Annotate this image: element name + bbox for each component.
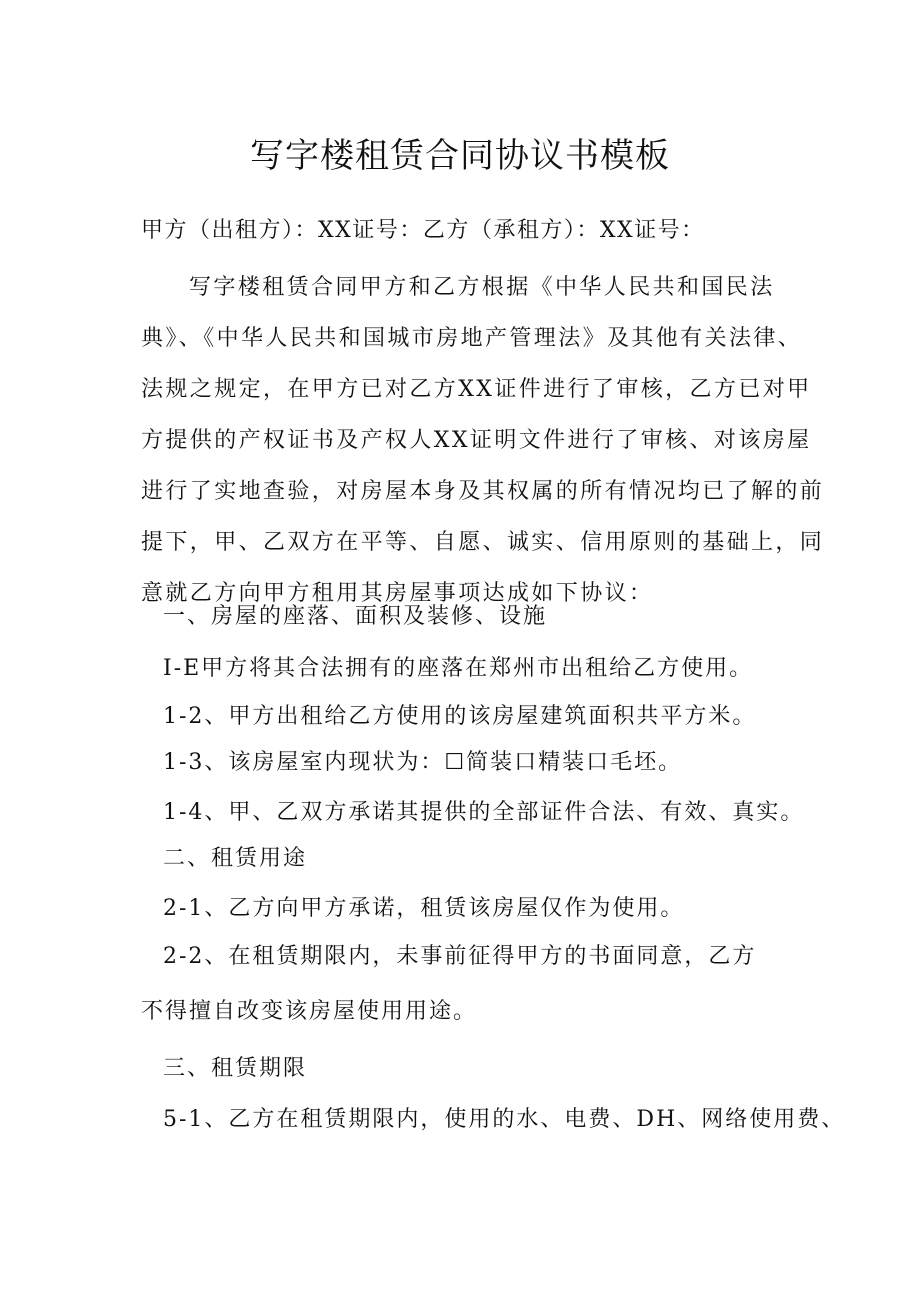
intro-paragraph bbox=[141, 262, 825, 619]
clause-2-2-continued: 不得擅自改变该房屋使用用途。 bbox=[141, 999, 478, 1024]
document-title: 写字楼租赁合同协议书模板 bbox=[250, 136, 670, 176]
intro-line: 典》、《中华人民共和国城市房地产管理法》及其他有关法律、 bbox=[141, 326, 803, 351]
clause-1-2: 1-2、甲方出租给乙方使用的该房屋建筑面积共平方米。 bbox=[163, 704, 757, 729]
section-heading-2: 二、租赁用途 bbox=[163, 846, 308, 871]
intro-line: 进行了实地查验，对房屋本身及其权属的所有情况均已了解的前 bbox=[141, 479, 825, 504]
clause-2-1: 2-1、乙方向甲方承诺，租赁该房屋仅作为使用。 bbox=[163, 896, 685, 921]
clause-1-3: 1-3、该房屋室内现状为：☐简装口精装口毛坯。 bbox=[163, 750, 683, 775]
clause-2-2: 2-2、在租赁期限内，未事前征得甲方的书面同意，乙方 bbox=[163, 944, 757, 969]
section-heading-3: 三、租赁期限 bbox=[163, 1056, 308, 1081]
intro-line: 提下，甲、乙双方在平等、自愿、诚实、信用原则的基础上，同 bbox=[141, 530, 825, 555]
intro-line: 方提供的产权证书及产权人XX证明文件进行了审核、对该房屋 bbox=[141, 428, 812, 453]
clause-1-4: 1-4、甲、乙双方承诺其提供的全部证件合法、有效、真实。 bbox=[163, 800, 805, 825]
clause-5-1: 5-1、乙方在租赁期限内，使用的水、电费、DH、网络使用费、 bbox=[163, 1107, 846, 1132]
intro-line: 写字楼租赁合同甲方和乙方根据《中华人民共和国民法 bbox=[189, 275, 775, 300]
section-heading-1: 一、房屋的座落、面积及装修、设施 bbox=[163, 604, 548, 629]
parties-line: 甲方（出租方）：XX证号：乙方（承租方）：XX证号： bbox=[141, 218, 705, 243]
intro-line: 法规之规定，在甲方已对乙方XX证件进行了审核，乙方已对甲 bbox=[141, 377, 812, 402]
intro-line: 意就乙方向甲方租用其房屋事项达成如下协议： bbox=[141, 581, 654, 606]
clause-1-1: I-E甲方将其合法拥有的座落在郑州市出租给乙方使用。 bbox=[163, 656, 754, 681]
